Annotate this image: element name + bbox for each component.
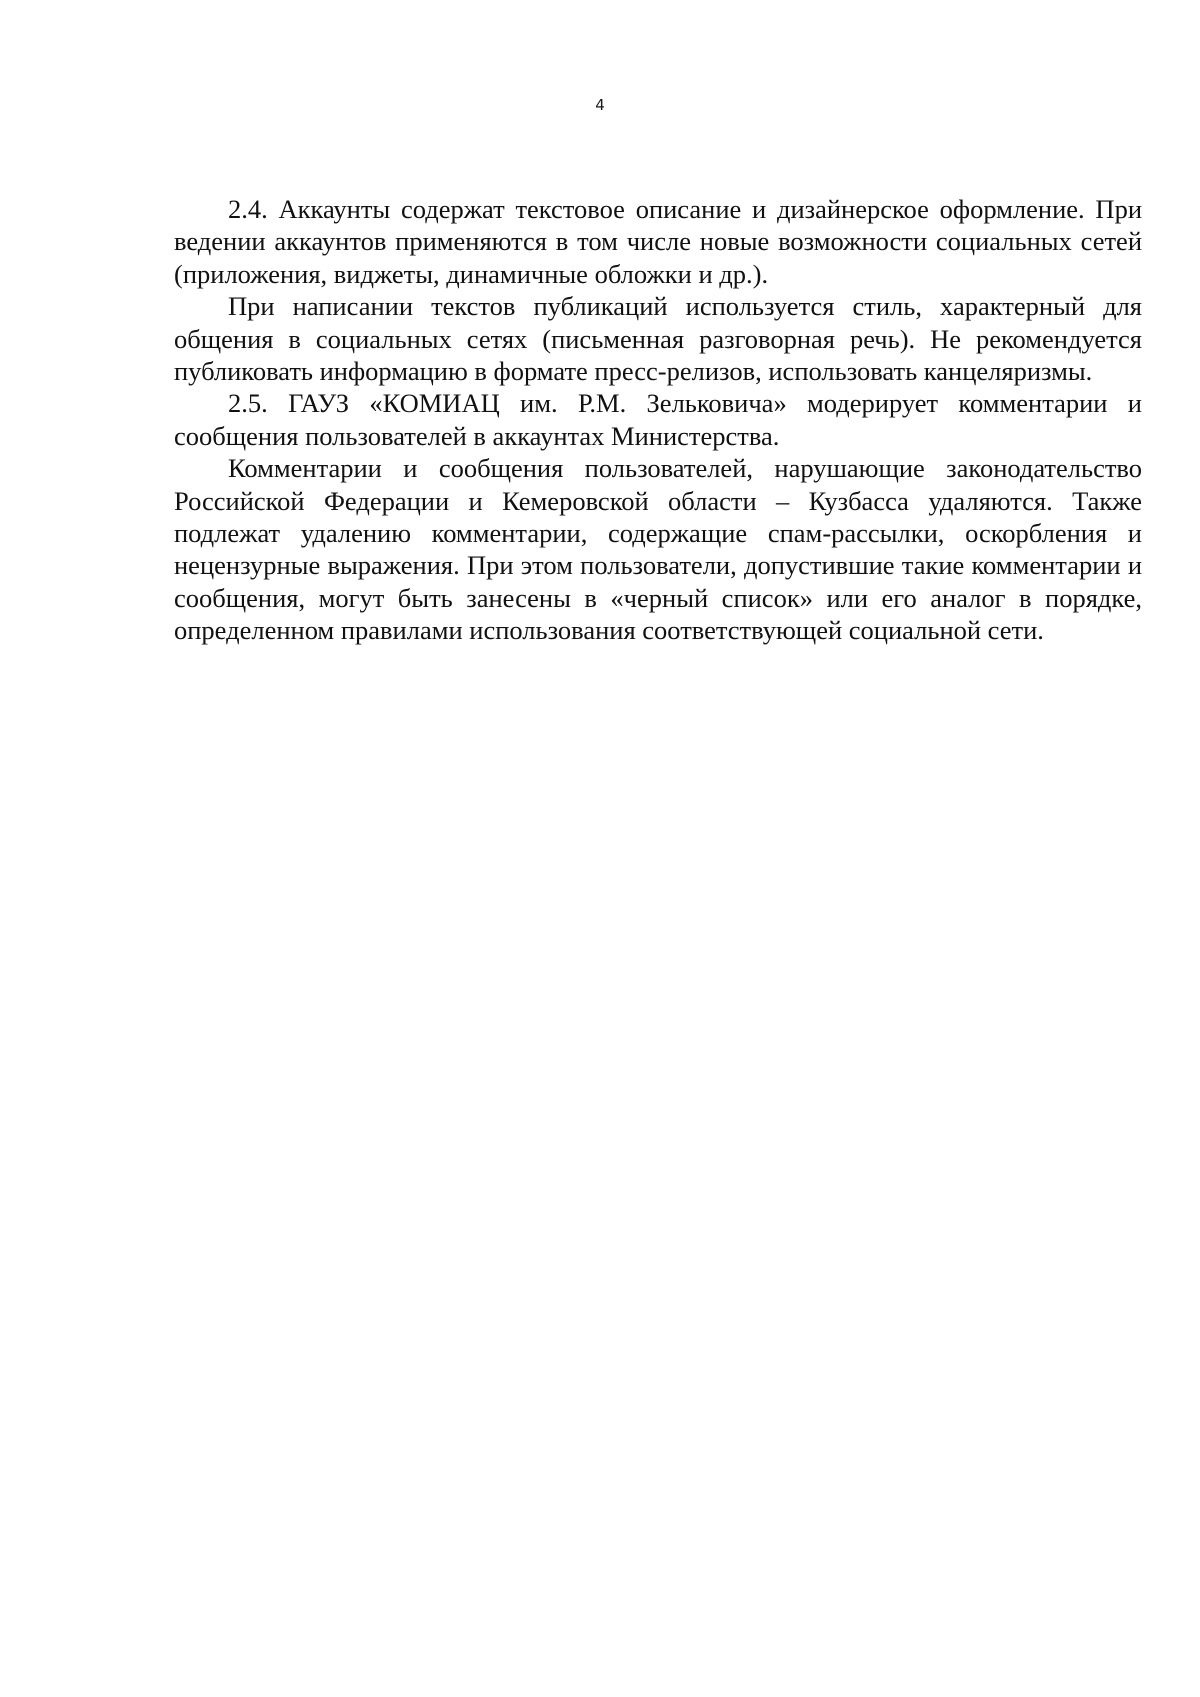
paragraph-2-5: 2.5. ГАУЗ «КОМИАЦ им. Р.М. Зельковича» модерирует комментарии и сообщения пользователей в аккаунтах Министерства. <box>174 388 1142 451</box>
document-body <box>174 193 1142 647</box>
paragraph-writing-style: При написании текстов публикаций используется стиль, характерный для общения в социальных сетях (письменная разговорная речь). Не рекомендуется публиковать информацию в формате пресс-релизов, использовать канцеляризмы. <box>174 291 1142 387</box>
paragraph-2-4: 2.4. Аккаунты содержат текстовое описание и дизайнерское оформление. При ведении аккаунтов применяются в том числе новые возможности социальных сетей (приложения, виджеты, динамичные обложки и др.). <box>174 194 1142 289</box>
page-number: 4 <box>595 96 605 114</box>
paragraph-comment-removal: Комментарии и сообщения пользователей, нарушающие законодательство Российской Федерации и Кемеровской области – Кузбасса удаляются. Также подлежат удалению комментарии, содержащие спам-рассылки, оскорбления и нецензурные выражения. При этом пользователи, допустившие такие комментарии и сообщения, могут быть занесены в «черный список» или его аналог в порядке, определенном правилами использования соответствующей социальной сети. <box>174 453 1142 646</box>
